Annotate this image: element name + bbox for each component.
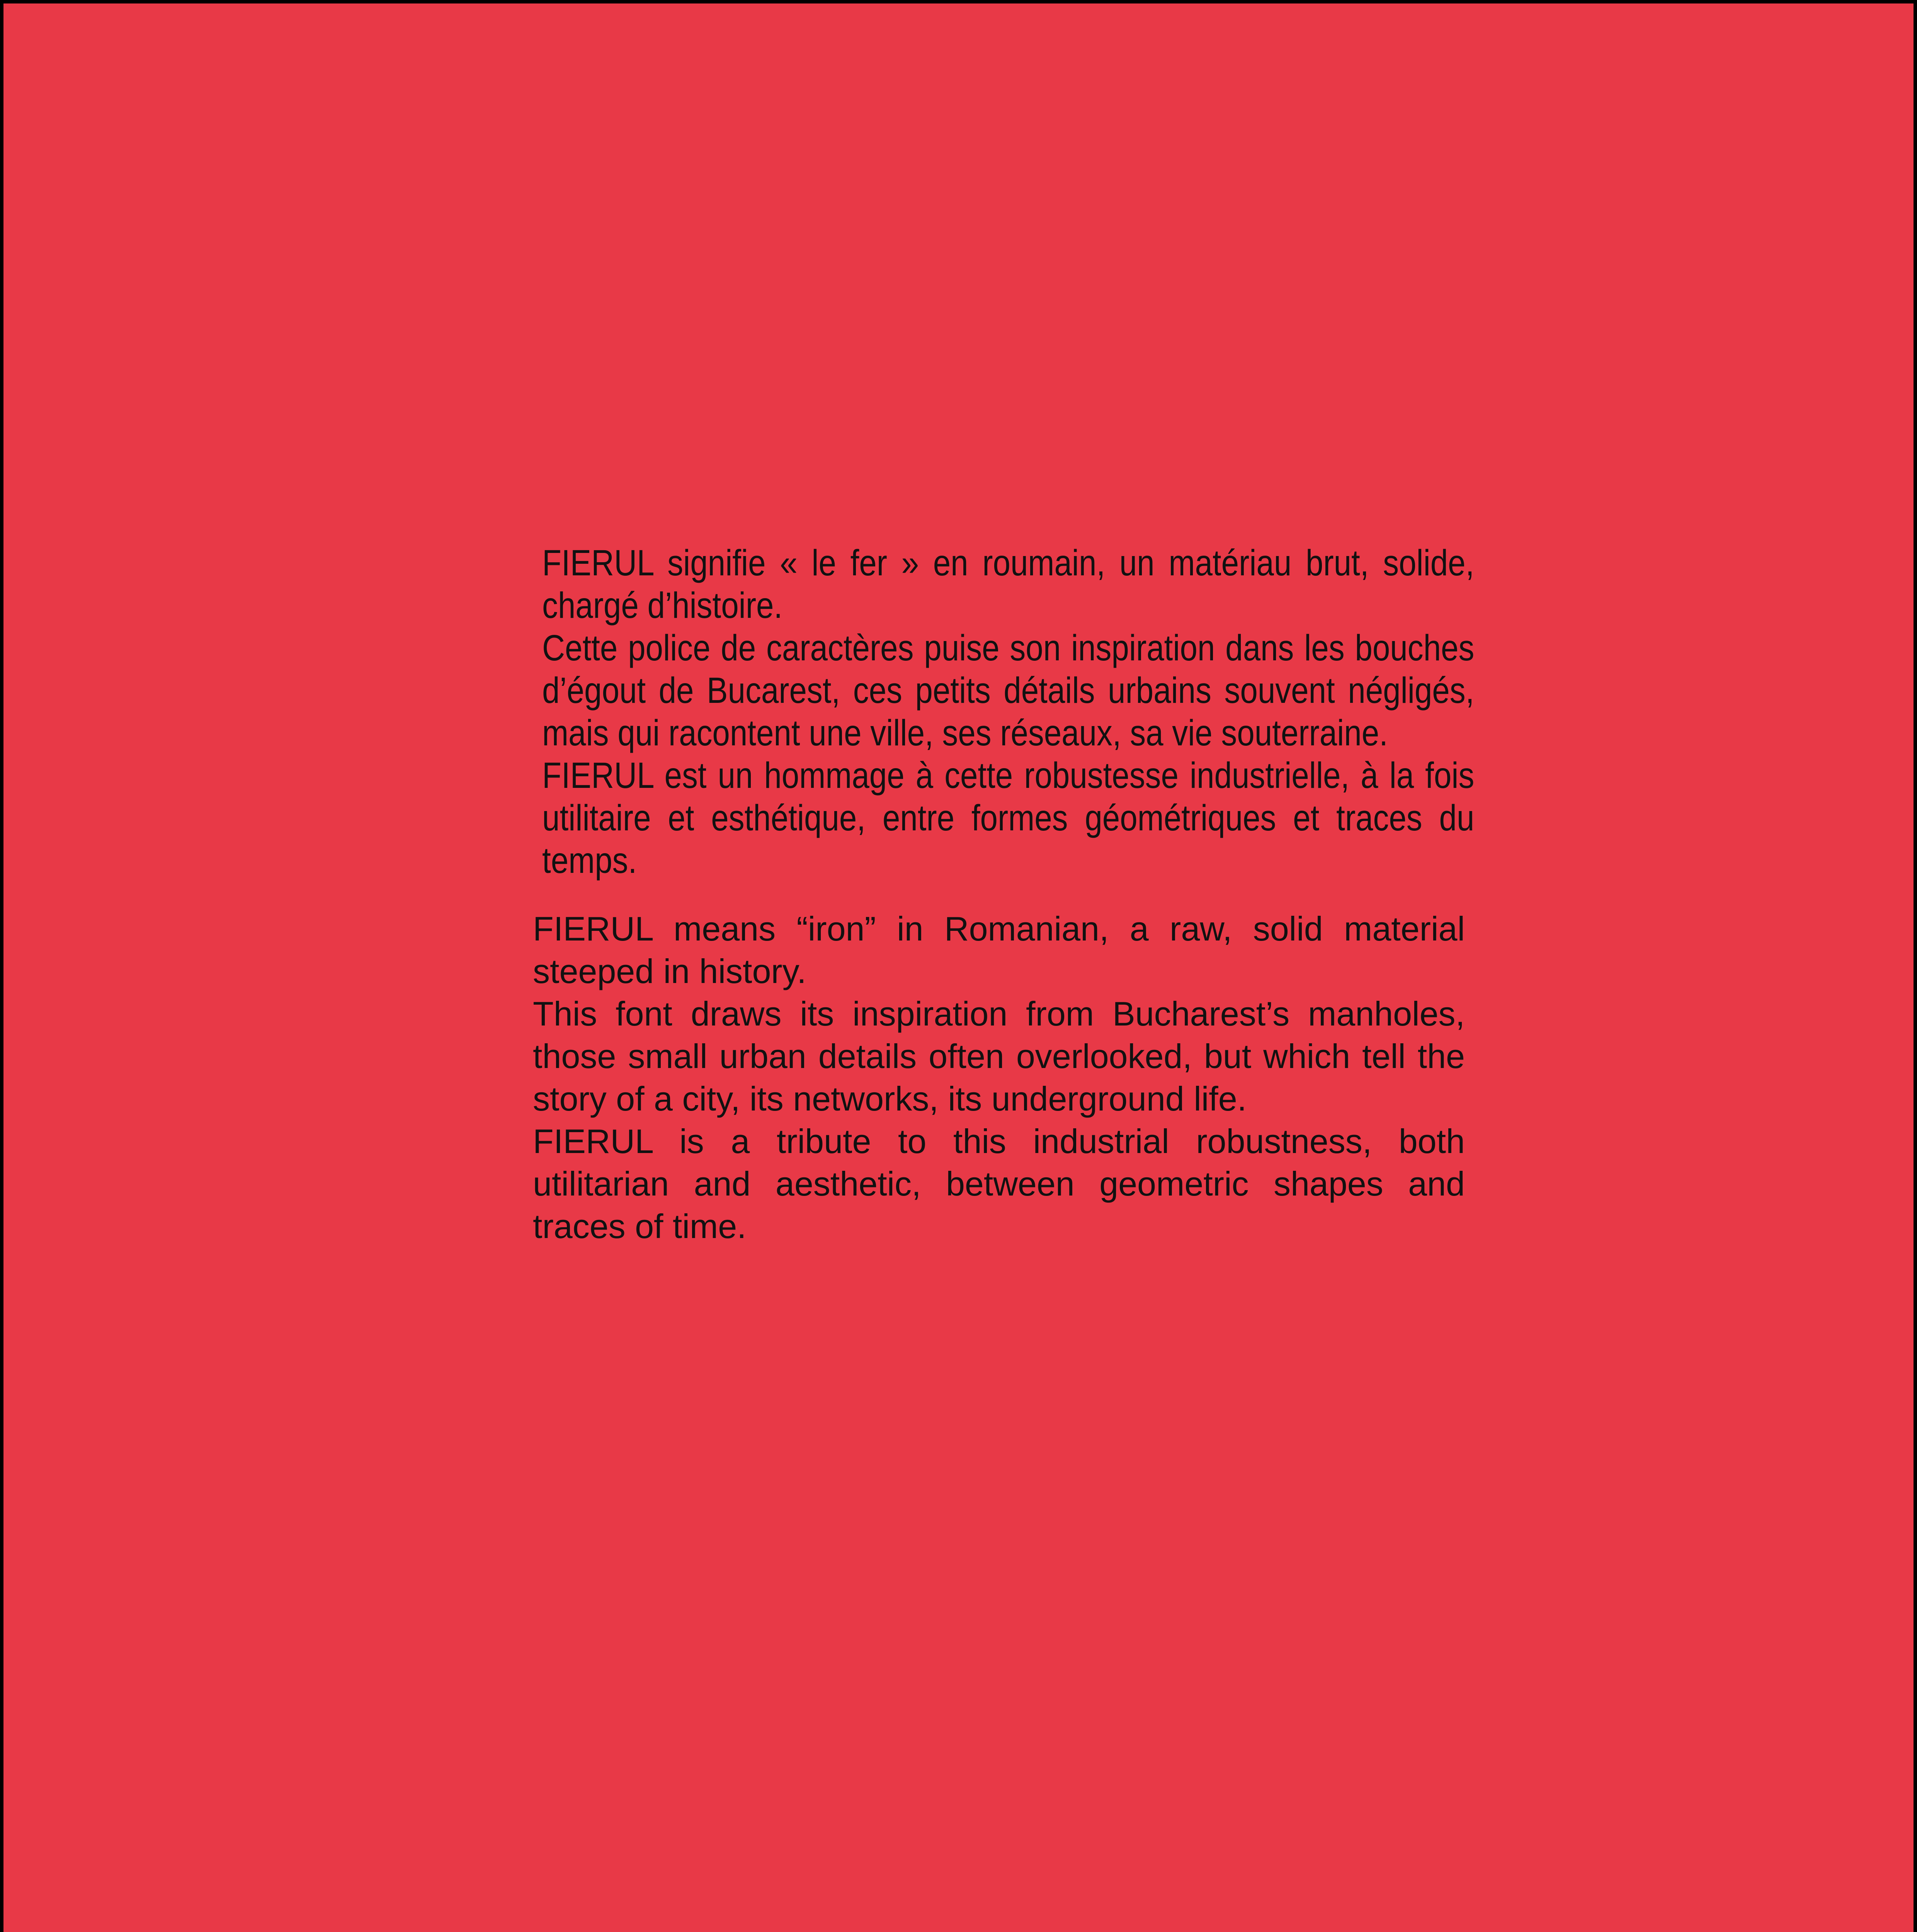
english-paragraph-3: FIERUL is a tribute to this industrial robustness, both utilitarian and aesthetic, between geometric shapes and traces of time. xyxy=(533,1122,1465,1245)
french-text-block xyxy=(542,542,1474,882)
french-paragraph-3: FIERUL est un hommage à cette robustesse industrielle, à la fois utilitaire et esthétique, entre formes géométriques et traces du temps. xyxy=(542,755,1475,881)
english-text-block xyxy=(533,908,1465,1248)
english-paragraph-2: This font draws its inspiration from Bucharest’s manholes, those small urban details often overlooked, but which tell the story of a city, its networks, its underground life. xyxy=(533,995,1465,1118)
english-paragraph-1: FIERUL means “iron” in Romanian, a raw, solid material steeped in history. xyxy=(533,910,1465,990)
french-paragraph-1: FIERUL signifie « le fer » en roumain, un matériau brut, solide, chargé d’histoire. xyxy=(542,543,1475,626)
french-paragraph-2: Cette police de caractères puise son inspiration dans les bouches d’égout de Bucarest, ces petits détails urbains souvent négligés, mais qui racontent une ville, ses réseaux, sa vie souterraine. xyxy=(542,628,1475,753)
